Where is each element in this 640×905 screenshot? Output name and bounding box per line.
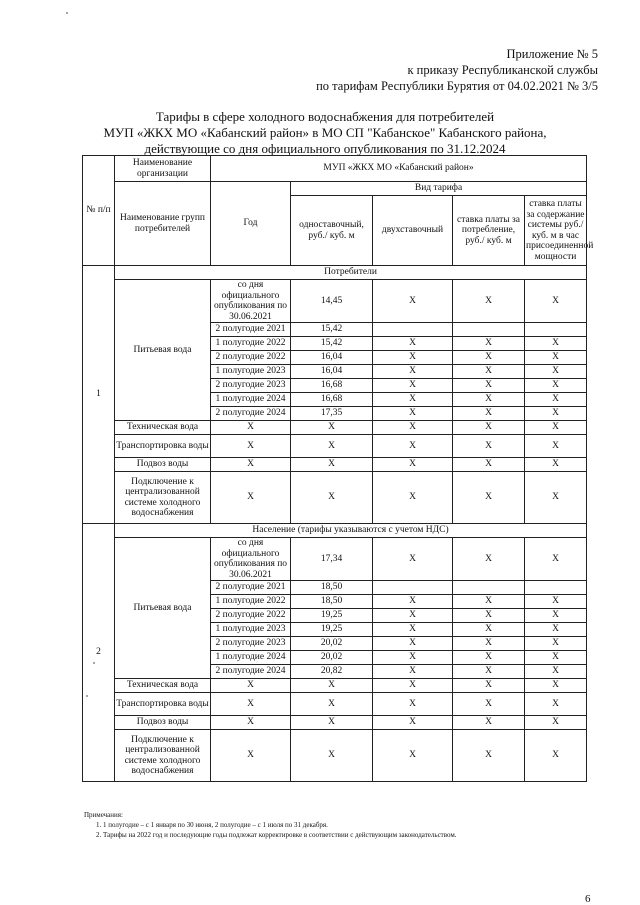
period-cell: со дня официального опубликования по 30.06.2021 (211, 538, 291, 581)
col-consumption-header: ставка платы за потребление, руб./ куб. м (453, 196, 525, 266)
not-applicable-mark: X (373, 379, 453, 393)
tariff-table (82, 155, 594, 782)
title-line-3: действующие со дня официального опубликования по 31.12.2024 (144, 141, 506, 156)
document-title (60, 109, 590, 157)
not-applicable-mark: X (525, 393, 587, 407)
not-applicable-mark: X (525, 351, 587, 365)
table-row (83, 472, 587, 524)
not-applicable-mark: X (453, 679, 525, 693)
period-cell: 1 полугодие 2022 (211, 337, 291, 351)
not-applicable-mark: X (373, 651, 453, 665)
one-part-rate: 20,02 (291, 637, 373, 651)
not-applicable-mark: X (453, 651, 525, 665)
notes (84, 810, 457, 840)
not-applicable-mark: X (373, 609, 453, 623)
table-row (83, 693, 587, 716)
one-part-rate: 14,45 (291, 280, 373, 323)
one-part-rate: 20,02 (291, 651, 373, 665)
not-applicable-mark: X (453, 365, 525, 379)
table-row (83, 730, 587, 782)
period-cell: 2 полугодие 2023 (211, 637, 291, 651)
not-applicable-mark: X (453, 407, 525, 421)
not-applicable-mark: X (291, 421, 373, 435)
not-applicable-mark: X (211, 472, 291, 524)
not-applicable-mark: X (453, 716, 525, 730)
not-applicable-mark: X (211, 693, 291, 716)
not-applicable-mark: X (291, 693, 373, 716)
drinking-water-label: Питьевая вода (115, 280, 211, 421)
section-number: 1 (83, 266, 115, 524)
organization-name: МУП «ЖКХ МО «Кабанский район» (211, 156, 587, 182)
not-applicable-mark: X (373, 595, 453, 609)
period-cell: 2 полугодие 2021 (211, 581, 291, 595)
one-part-rate: 19,25 (291, 623, 373, 637)
one-part-rate: 15,42 (291, 323, 373, 337)
not-applicable-mark: X (525, 337, 587, 351)
not-applicable-mark: X (373, 623, 453, 637)
not-applicable-mark: X (525, 458, 587, 472)
page-number: 6 (585, 893, 591, 905)
header-row (83, 156, 587, 182)
not-applicable-mark: X (525, 665, 587, 679)
one-part-rate: 17,35 (291, 407, 373, 421)
not-applicable-mark: X (211, 458, 291, 472)
not-applicable-mark: X (373, 538, 453, 581)
col-two-part-header: двухставочный (373, 196, 453, 266)
not-applicable-mark: X (453, 609, 525, 623)
one-part-rate: 20,82 (291, 665, 373, 679)
not-applicable-mark: X (291, 458, 373, 472)
one-part-rate: 16,04 (291, 351, 373, 365)
not-applicable-mark: X (453, 280, 525, 323)
empty-cell (453, 581, 525, 595)
not-applicable-mark: X (373, 693, 453, 716)
table-row (83, 458, 587, 472)
tariff-table-body (83, 156, 594, 782)
period-cell: 2 полугодие 2023 (211, 379, 291, 393)
not-applicable-mark: X (211, 435, 291, 458)
not-applicable-mark: X (453, 472, 525, 524)
not-applicable-mark: X (453, 393, 525, 407)
not-applicable-mark: X (291, 435, 373, 458)
not-applicable-mark: X (525, 421, 587, 435)
not-applicable-mark: X (453, 379, 525, 393)
header-row (83, 182, 587, 196)
not-applicable-mark: X (453, 538, 525, 581)
annex-line-2: к приказу Республиканской службы (407, 63, 598, 77)
not-applicable-mark: X (453, 351, 525, 365)
annex-line-3: по тарифам Республики Бурятия от 04.02.2021 № 3/5 (316, 79, 598, 93)
not-applicable-mark: X (373, 679, 453, 693)
period-cell: 1 полугодие 2024 (211, 393, 291, 407)
table-row (83, 716, 587, 730)
not-applicable-mark: X (525, 365, 587, 379)
not-applicable-mark: X (525, 407, 587, 421)
not-applicable-mark: X (525, 379, 587, 393)
one-part-rate: 15,42 (291, 337, 373, 351)
one-part-rate: 17,34 (291, 538, 373, 581)
note-item: 2. Тарифы на 2022 год и последующие годы подлежат корректировке в соответствии с действующим законодательством. (96, 831, 457, 839)
water-delivery-label: Подвоз воды (115, 716, 211, 730)
technical-water-label: Техническая вода (115, 421, 211, 435)
not-applicable-mark: X (373, 280, 453, 323)
water-delivery-label: Подвоз воды (115, 458, 211, 472)
one-part-rate: 18,50 (291, 581, 373, 595)
col-year-header: Год (211, 182, 291, 266)
annex-header (316, 46, 598, 94)
not-applicable-mark: X (373, 716, 453, 730)
tariff-type-header: Вид тарифа (291, 182, 587, 196)
not-applicable-mark: X (373, 351, 453, 365)
empty-cell (373, 323, 453, 337)
period-cell: 1 полугодие 2023 (211, 623, 291, 637)
not-applicable-mark: X (373, 435, 453, 458)
not-applicable-mark: X (453, 665, 525, 679)
annex-line-1: Приложение № 5 (506, 47, 598, 61)
note-item: 1. 1 полугодие – с 1 января по 30 июня, 2 полугодие – с 1 июля по 31 декабря. (96, 821, 328, 829)
not-applicable-mark: X (211, 679, 291, 693)
table-row (83, 280, 587, 323)
title-line-2: МУП «ЖКХ МО «Кабанский район» в МО СП "Кабанское" Кабанского района, (103, 125, 547, 140)
not-applicable-mark: X (291, 730, 373, 782)
not-applicable-mark: X (525, 730, 587, 782)
not-applicable-mark: X (373, 730, 453, 782)
transport-label: Транспортировка воды (115, 435, 211, 458)
not-applicable-mark: X (453, 730, 525, 782)
section-number: 2 (83, 524, 115, 782)
notes-title: Примечания: (84, 811, 123, 819)
one-part-rate: 16,68 (291, 379, 373, 393)
drinking-water-label: Питьевая вода (115, 538, 211, 679)
period-cell: 2 полугодие 2022 (211, 609, 291, 623)
empty-cell (525, 581, 587, 595)
period-cell: со дня официального опубликования по 30.06.2021 (211, 280, 291, 323)
scan-speck (66, 12, 68, 14)
transport-label: Транспортировка воды (115, 693, 211, 716)
not-applicable-mark: X (525, 651, 587, 665)
empty-cell (525, 323, 587, 337)
col-one-part-header: одноставочный, руб./ куб. м (291, 196, 373, 266)
not-applicable-mark: X (373, 421, 453, 435)
table-row (83, 421, 587, 435)
not-applicable-mark: X (291, 679, 373, 693)
not-applicable-mark: X (373, 337, 453, 351)
period-cell: 1 полугодие 2024 (211, 651, 291, 665)
table-row (83, 679, 587, 693)
not-applicable-mark: X (453, 421, 525, 435)
not-applicable-mark: X (525, 609, 587, 623)
not-applicable-mark: X (525, 595, 587, 609)
period-cell: 1 полугодие 2023 (211, 365, 291, 379)
one-part-rate: 19,25 (291, 609, 373, 623)
not-applicable-mark: X (525, 679, 587, 693)
not-applicable-mark: X (373, 637, 453, 651)
empty-cell (373, 581, 453, 595)
not-applicable-mark: X (373, 665, 453, 679)
not-applicable-mark: X (525, 716, 587, 730)
not-applicable-mark: X (453, 693, 525, 716)
not-applicable-mark: X (291, 716, 373, 730)
one-part-rate: 18,50 (291, 595, 373, 609)
not-applicable-mark: X (373, 365, 453, 379)
not-applicable-mark: X (453, 637, 525, 651)
not-applicable-mark: X (525, 538, 587, 581)
table-row (83, 266, 587, 280)
col-number-header: № п/п (83, 156, 115, 266)
not-applicable-mark: X (453, 458, 525, 472)
period-cell: 2 полугодие 2024 (211, 665, 291, 679)
not-applicable-mark: X (453, 623, 525, 637)
not-applicable-mark: X (453, 595, 525, 609)
table-row (83, 435, 587, 458)
not-applicable-mark: X (373, 407, 453, 421)
period-cell: 2 полугодие 2024 (211, 407, 291, 421)
period-cell: 1 полугодие 2022 (211, 595, 291, 609)
not-applicable-mark: X (373, 458, 453, 472)
one-part-rate: 16,68 (291, 393, 373, 407)
table-row (83, 538, 587, 581)
not-applicable-mark: X (373, 393, 453, 407)
not-applicable-mark: X (525, 637, 587, 651)
not-applicable-mark: X (525, 435, 587, 458)
col-organization-header: Наименование организации (115, 156, 211, 182)
one-part-rate: 16,04 (291, 365, 373, 379)
period-cell: 2 полугодие 2021 (211, 323, 291, 337)
not-applicable-mark: X (211, 730, 291, 782)
title-line-1: Тарифы в сфере холодного водоснабжения для потребителей (155, 109, 495, 124)
connection-label: Подключение к централизованной системе холодного водоснабжения (115, 730, 211, 782)
section-title: Потребители (115, 266, 587, 280)
col-maintenance-header: ставка платы за содержание системы руб./куб. м в час присоединенной мощности (525, 196, 587, 266)
period-cell: 2 полугодие 2022 (211, 351, 291, 365)
table-row (83, 524, 587, 538)
col-groups-header: Наименование групп потребителей (115, 182, 211, 266)
not-applicable-mark: X (525, 623, 587, 637)
not-applicable-mark: X (211, 421, 291, 435)
technical-water-label: Техническая вода (115, 679, 211, 693)
not-applicable-mark: X (453, 435, 525, 458)
not-applicable-mark: X (373, 472, 453, 524)
not-applicable-mark: X (525, 693, 587, 716)
section-title: Население (тарифы указываются с учетом НДС) (115, 524, 587, 538)
not-applicable-mark: X (525, 472, 587, 524)
not-applicable-mark: X (453, 337, 525, 351)
not-applicable-mark: X (211, 716, 291, 730)
empty-cell (453, 323, 525, 337)
not-applicable-mark: X (525, 280, 587, 323)
connection-label: Подключение к централизованной системе холодного водоснабжения (115, 472, 211, 524)
not-applicable-mark: X (291, 472, 373, 524)
